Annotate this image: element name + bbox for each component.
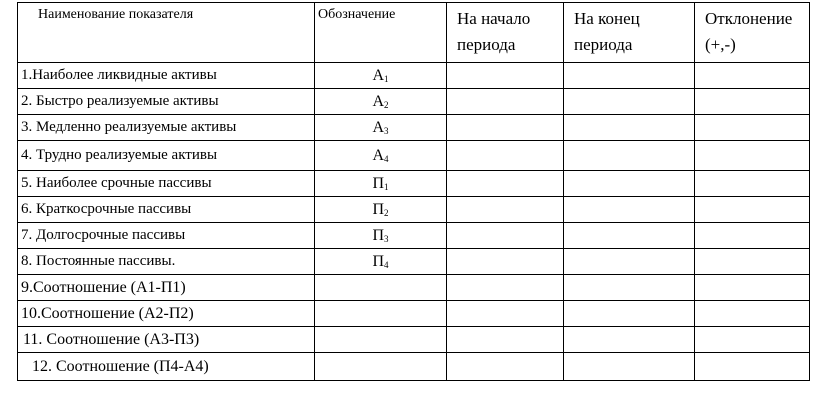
cell-start [447, 115, 564, 141]
cell-deviation [695, 171, 810, 197]
table-row [18, 89, 810, 115]
row-code: $П_3$ [315, 223, 447, 249]
table-row [18, 141, 810, 171]
cell-start [447, 327, 564, 353]
cell-deviation [695, 141, 810, 171]
cell-start [447, 249, 564, 275]
row-label: 9.Соотношение (А1-П1) [18, 275, 315, 301]
cell-start [447, 301, 564, 327]
cell-start [447, 141, 564, 171]
row-label: 10.Соотношение (А2-П2) [18, 301, 315, 327]
liquidity-table [17, 2, 810, 381]
cell-deviation [695, 275, 810, 301]
table-row [18, 223, 810, 249]
cell-deviation [695, 89, 810, 115]
cell-deviation [695, 249, 810, 275]
cell-end [564, 353, 695, 381]
cell-end [564, 223, 695, 249]
cell-end [564, 115, 695, 141]
table-header-row [18, 3, 810, 63]
row-code: $А_2$ [315, 89, 447, 115]
cell-deviation [695, 301, 810, 327]
cell-start [447, 197, 564, 223]
row-label: 8. Постоянные пассивы. [18, 249, 315, 275]
table-row [18, 197, 810, 223]
cell-start [447, 171, 564, 197]
row-label: 7. Долгосрочные пассивы [18, 223, 315, 249]
header-deviation: Отклонение (+,-) [695, 3, 810, 63]
row-code [315, 275, 447, 301]
row-label: 12. Соотношение (П4-А4) [18, 353, 315, 381]
table-row [18, 353, 810, 381]
cell-end [564, 63, 695, 89]
row-code [315, 301, 447, 327]
cell-end [564, 197, 695, 223]
row-code: $А_3$ [315, 115, 447, 141]
row-code: $А_4$ [315, 141, 447, 171]
cell-end [564, 327, 695, 353]
cell-deviation [695, 197, 810, 223]
cell-deviation [695, 115, 810, 141]
cell-start [447, 223, 564, 249]
table-row [18, 115, 810, 141]
cell-end [564, 141, 695, 171]
row-label: 11. Соотношение (А3-П3) [18, 327, 315, 353]
cell-deviation [695, 353, 810, 381]
cell-deviation [695, 327, 810, 353]
cell-deviation [695, 63, 810, 89]
header-start: На начало периода [447, 3, 564, 63]
table-row [18, 327, 810, 353]
table-row [18, 171, 810, 197]
cell-start [447, 89, 564, 115]
cell-deviation [695, 223, 810, 249]
header-end: На конец периода [564, 3, 695, 63]
row-label: 6. Краткосрочные пассивы [18, 197, 315, 223]
cell-end [564, 249, 695, 275]
header-name: Наименование показателя [18, 3, 315, 63]
cell-start [447, 275, 564, 301]
table-row [18, 275, 810, 301]
cell-end [564, 301, 695, 327]
table-row [18, 301, 810, 327]
row-code [315, 353, 447, 381]
table-row [18, 63, 810, 89]
row-label: 4. Трудно реализуемые активы [18, 141, 315, 171]
header-designation: Обозначение [315, 3, 447, 63]
cell-end [564, 275, 695, 301]
row-code [315, 327, 447, 353]
row-code: $П_2$ [315, 197, 447, 223]
row-label: 2. Быстро реализуемые активы [18, 89, 315, 115]
row-label: 1.Наиболее ликвидные активы [18, 63, 315, 89]
row-code: $П_4$ [315, 249, 447, 275]
row-code: $А_1$ [315, 63, 447, 89]
cell-end [564, 89, 695, 115]
row-code: $П_1$ [315, 171, 447, 197]
row-label: 3. Медленно реализуемые активы [18, 115, 315, 141]
cell-end [564, 171, 695, 197]
cell-start [447, 63, 564, 89]
row-label: 5. Наиболее срочные пассивы [18, 171, 315, 197]
cell-start [447, 353, 564, 381]
table-row [18, 249, 810, 275]
